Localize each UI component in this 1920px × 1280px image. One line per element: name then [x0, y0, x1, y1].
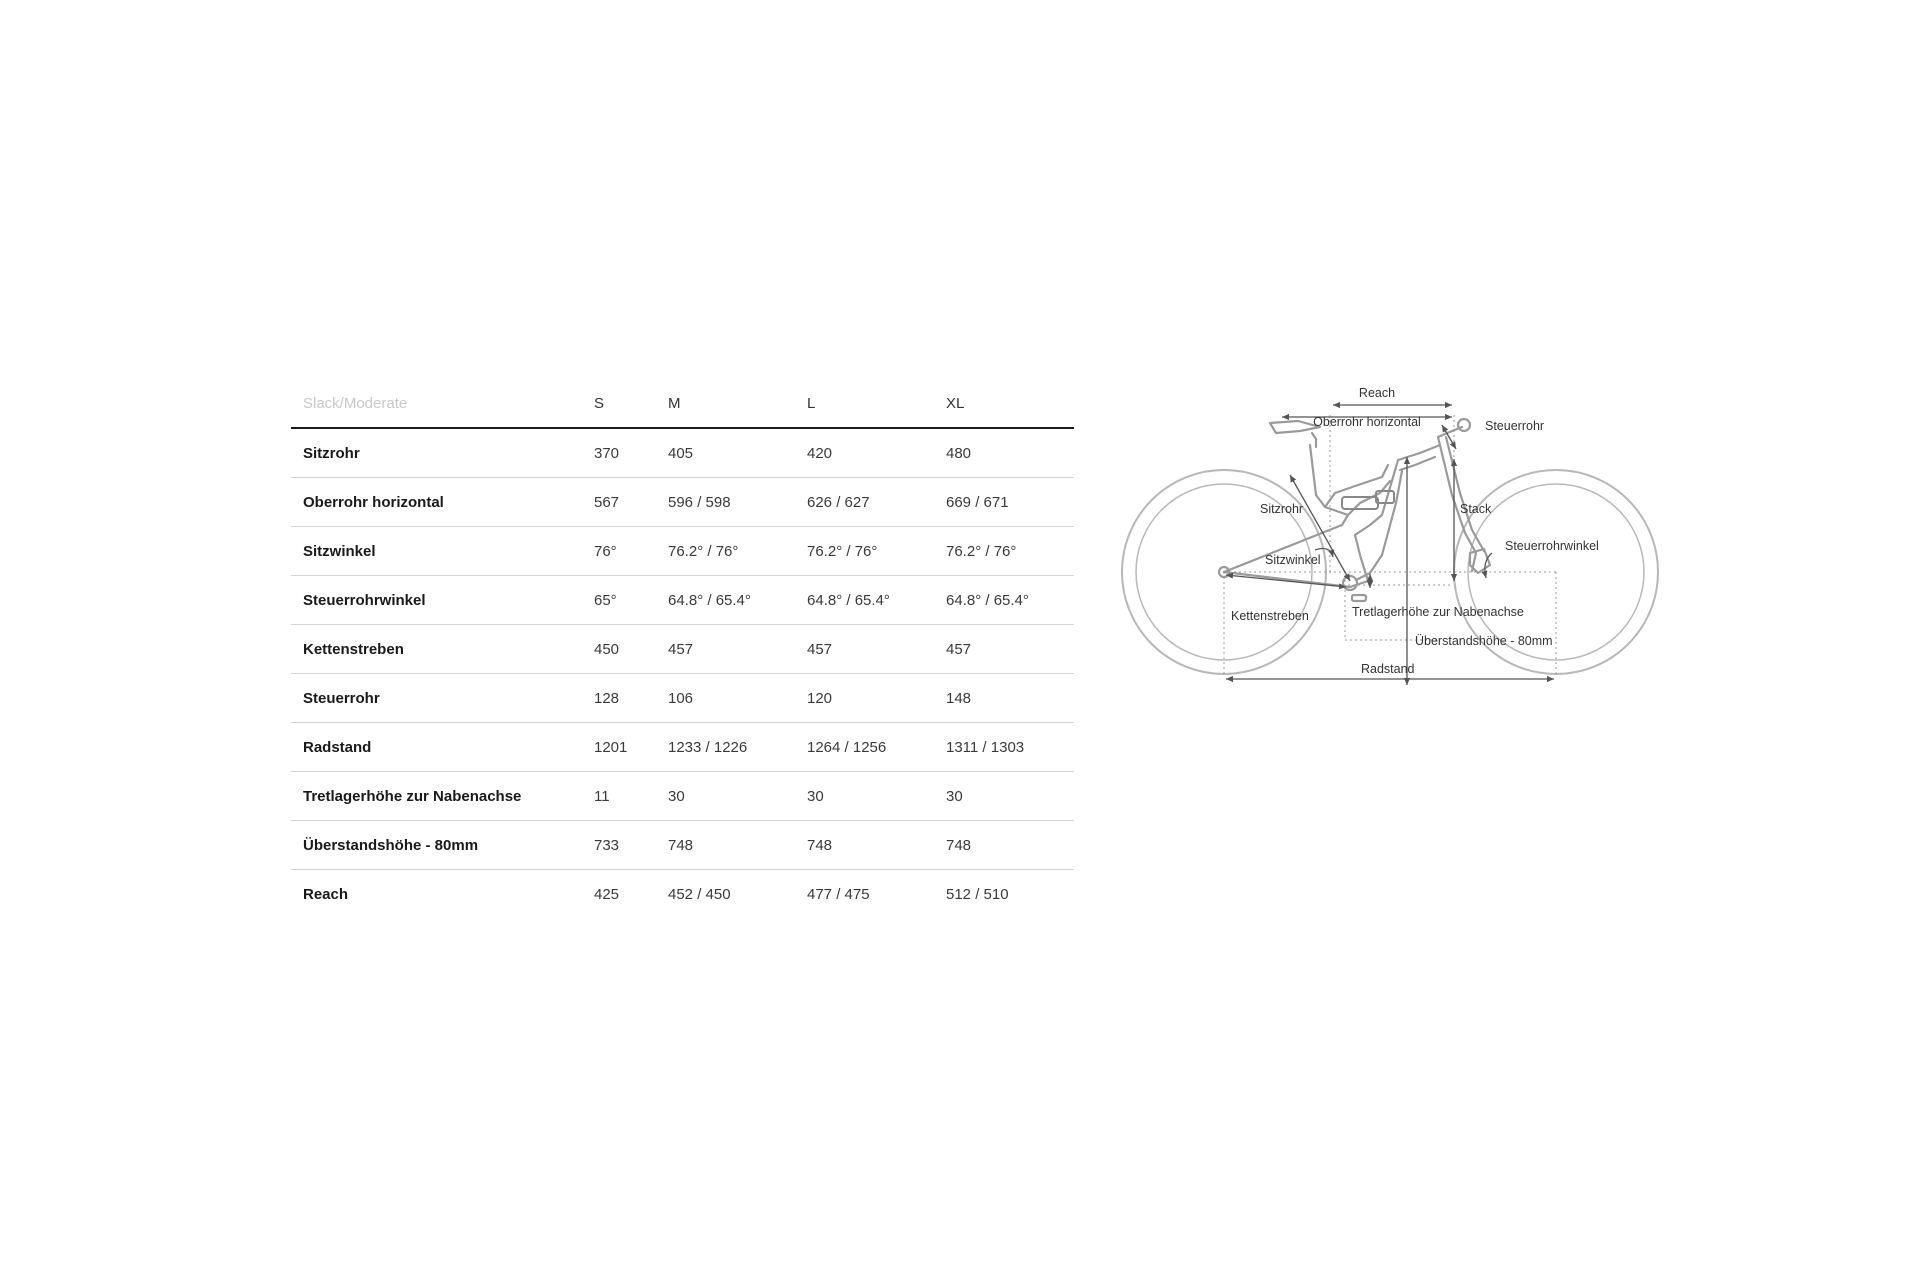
standover-label: Überstandshöhe - 80mm [1415, 634, 1553, 648]
cell-xl: 1311 / 1303 [934, 723, 1074, 772]
table-row [291, 674, 1074, 723]
table-row [291, 821, 1074, 870]
cell-s: 11 [582, 772, 656, 821]
top-tube-label: Oberrohr horizontal [1313, 415, 1421, 429]
cell-m: 452 / 450 [668, 885, 731, 903]
cell-m: 30 [656, 772, 795, 821]
cell-xl: 148 [934, 674, 1074, 723]
row-label: Reach [303, 885, 349, 903]
table-row [291, 870, 1074, 919]
cell-l: 477 / 475 [807, 885, 870, 903]
cell-m: 1233 / 1226 [656, 723, 795, 772]
row-label: Tretlagerhöhe zur Nabenachse [291, 772, 582, 821]
cell-m: 457 [656, 625, 795, 674]
cell-l: 457 [795, 625, 934, 674]
chainstay-arrow-icon [1226, 575, 1346, 587]
table-row [291, 576, 1074, 625]
cell-s: 425 [594, 885, 620, 903]
table-row [291, 527, 1074, 576]
cell-s: 65° [582, 576, 656, 625]
seat-tube-label: Sitzrohr [1260, 502, 1304, 516]
size-header-xl: XL [934, 379, 1074, 428]
head-tube-label: Steuerrohr [1485, 419, 1545, 433]
stack-label: Stack [1460, 502, 1492, 516]
head-angle-label: Steuerrohrwinkel [1505, 539, 1599, 553]
bike-geometry-diagram [1120, 375, 1660, 695]
cell-l: 120 [795, 674, 934, 723]
cell-xl: 480 [934, 428, 1074, 478]
row-label: Sitzrohr [291, 428, 582, 478]
table-row [291, 478, 1074, 527]
table-header-row [291, 379, 1074, 428]
cell-xl: 669 / 671 [934, 478, 1074, 527]
cell-s: 567 [582, 478, 656, 527]
row-label: Radstand [291, 723, 582, 772]
cell-m: 76.2° / 76° [656, 527, 795, 576]
cell-s: 76° [582, 527, 656, 576]
wheelbase-label: Radstand [1361, 662, 1415, 676]
cell-s: 450 [582, 625, 656, 674]
cell-m: 596 / 598 [656, 478, 795, 527]
cell-xl: 30 [934, 772, 1074, 821]
cell-xl: 64.8° / 65.4° [934, 576, 1074, 625]
size-header-m: M [656, 379, 795, 428]
cell-m: 405 [656, 428, 795, 478]
row-label: Sitzwinkel [291, 527, 582, 576]
cell-xl: 457 [934, 625, 1074, 674]
reach-label: Reach [1358, 386, 1396, 400]
cell-m: 748 [656, 821, 795, 870]
cell-s: 1201 [582, 723, 656, 772]
cell-xl: 748 [934, 821, 1074, 870]
table-row [291, 772, 1074, 821]
cell-l: 748 [795, 821, 934, 870]
row-label: Steuerrohrwinkel [291, 576, 582, 625]
bb-drop-label: Tretlagerhöhe zur Nabenachse [1352, 605, 1524, 619]
cell-s: 733 [582, 821, 656, 870]
table-row [291, 625, 1074, 674]
cell-s: 128 [582, 674, 656, 723]
chainstay-label: Kettenstreben [1231, 609, 1309, 623]
cell-l: 76.2° / 76° [795, 527, 934, 576]
table-row [291, 723, 1074, 772]
row-label: Überstandshöhe - 80mm [291, 821, 582, 870]
cell-m: 64.8° / 65.4° [656, 576, 795, 625]
row-label: Oberrohr horizontal [291, 478, 582, 527]
cell-l: 1264 / 1256 [795, 723, 934, 772]
size-header-s: S [582, 379, 656, 428]
table-row [291, 428, 1074, 478]
seat-angle-label: Sitzwinkel [1265, 553, 1321, 567]
cell-xl: 76.2° / 76° [934, 527, 1074, 576]
cell-l: 64.8° / 65.4° [795, 576, 934, 625]
cell-s: 370 [582, 428, 656, 478]
row-label: Steuerrohr [291, 674, 582, 723]
cell-m: 106 [656, 674, 795, 723]
cell-l: 30 [795, 772, 934, 821]
row-label: Kettenstreben [291, 625, 582, 674]
cell-l: 420 [795, 428, 934, 478]
cell-xl: 512 / 510 [946, 885, 1009, 903]
cell-l: 626 / 627 [795, 478, 934, 527]
geometry-table [291, 379, 1074, 918]
size-header-l: L [795, 379, 934, 428]
variant-label: Slack/Moderate [291, 379, 582, 428]
